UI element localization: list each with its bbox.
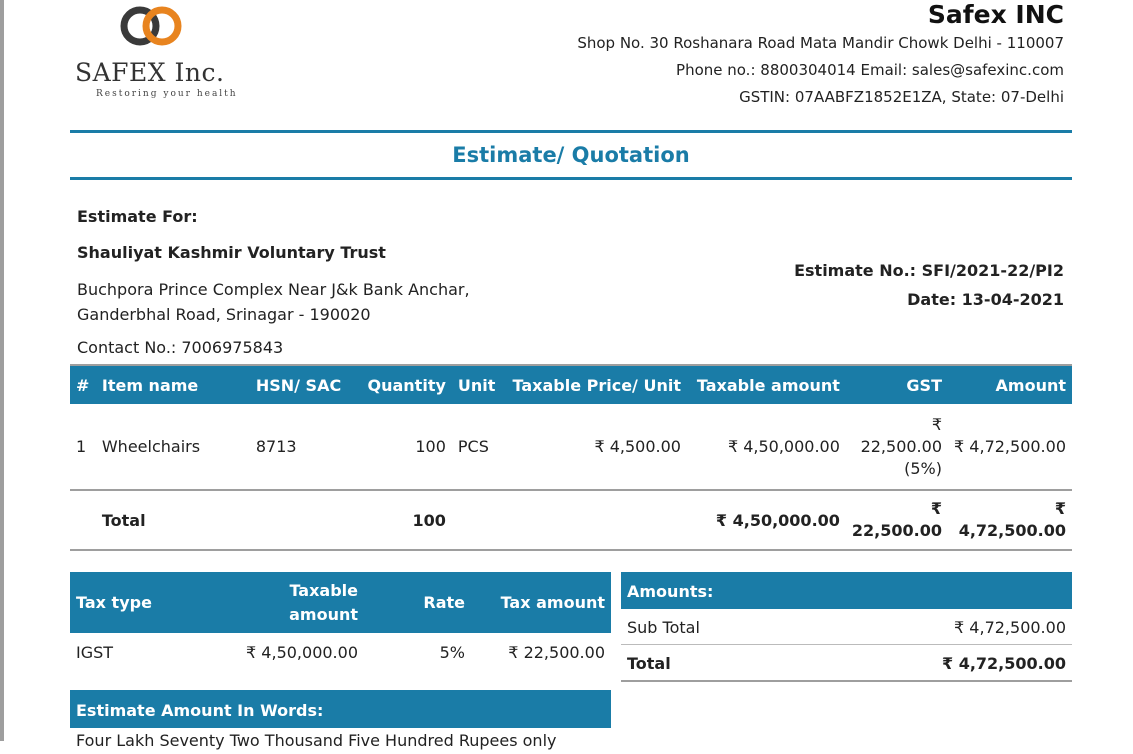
col-tax-type: Tax type	[70, 572, 220, 633]
row-quantity: 100	[352, 404, 452, 490]
col-tax-taxable-line1: Taxable	[289, 580, 358, 600]
col-index: #	[70, 365, 96, 404]
logo-tagline: Restoring your health	[96, 89, 238, 99]
total-amount-value: 4,72,500.00	[958, 521, 1066, 540]
subtotal-value: ₹ 4,72,500.00	[954, 618, 1066, 637]
col-amount: Amount	[948, 365, 1072, 404]
tax-row-type: IGST	[76, 642, 114, 662]
grand-total-line	[621, 645, 1072, 682]
total-gst-symbol: ₹	[930, 499, 942, 518]
col-tax-taxable-line2: amount	[289, 604, 358, 624]
amount-in-words-text: Four Lakh Seventy Two Thousand Five Hundred Rupees only	[76, 731, 557, 750]
grand-total-value: ₹ 4,72,500.00	[942, 654, 1066, 673]
total-taxable: ₹ 4,50,000.00	[687, 490, 846, 550]
tax-row-taxable: ₹ 4,50,000.00	[246, 642, 358, 662]
col-gst: GST	[846, 365, 948, 404]
grand-total-label: Total	[627, 654, 671, 673]
page-edge	[0, 0, 4, 741]
company-logo	[75, 2, 238, 107]
items-header-row	[70, 365, 1072, 404]
total-quantity: 100	[352, 490, 452, 550]
rings-icon	[120, 2, 190, 52]
subtotal-line	[621, 609, 1072, 645]
logo-name: SAFEX Inc.	[75, 58, 225, 87]
amount-in-words-header: Estimate Amount In Words:	[70, 690, 611, 728]
col-taxable: Taxable amount	[687, 365, 846, 404]
amount-in-words	[70, 690, 611, 754]
col-unit: Unit	[452, 365, 507, 404]
tax-table	[70, 572, 611, 671]
row-gst	[846, 404, 948, 490]
bill-to	[77, 206, 470, 359]
title-rule-top	[70, 130, 1072, 133]
table-row	[70, 633, 611, 671]
bill-to-label: Estimate For:	[77, 207, 198, 226]
tax-header-row	[70, 572, 611, 633]
customer-name: Shauliyat Kashmir Voluntary Trust	[77, 243, 386, 262]
items-table	[70, 364, 1072, 551]
customer-address-line1: Buchpora Prince Complex Near J&k Bank Anchar,	[77, 280, 470, 299]
row-price: ₹ 4,500.00	[506, 404, 687, 490]
company-name: Safex INC	[927, 0, 1064, 29]
company-contact: Phone no.: 8800304014 Email: sales@safexinc.com	[676, 61, 1064, 79]
total-gst	[846, 490, 948, 550]
total-label: Total	[96, 490, 250, 550]
title-rule-bottom	[70, 177, 1072, 180]
tax-row-amount: ₹ 22,500.00	[508, 642, 605, 662]
total-amount	[948, 490, 1072, 550]
row-gst-rate: (5%)	[904, 458, 942, 478]
row-gst-value: 22,500.00	[860, 436, 942, 456]
table-row	[70, 404, 1072, 490]
estimate-meta	[794, 256, 1064, 314]
col-tax-amount: Tax amount	[471, 572, 611, 633]
amounts-header: Amounts:	[621, 572, 1072, 609]
row-amount: ₹ 4,72,500.00	[948, 404, 1072, 490]
row-gst-symbol: ₹	[931, 414, 942, 434]
subtotal-label: Sub Total	[627, 618, 700, 637]
company-gst: GSTIN: 07AABFZ1852E1ZA, State: 07-Delhi	[739, 88, 1064, 106]
items-total-row	[70, 490, 1072, 550]
col-tax-taxable	[220, 572, 364, 633]
col-quantity: Quantity	[352, 365, 452, 404]
customer-contact: Contact No.: 7006975843	[77, 338, 284, 357]
total-amount-symbol: ₹	[1054, 499, 1066, 518]
row-taxable: ₹ 4,50,000.00	[687, 404, 846, 490]
amounts-panel	[621, 572, 1072, 682]
row-index: 1	[70, 404, 96, 490]
tax-row-rate: 5%	[439, 642, 465, 662]
document-title: Estimate/ Quotation	[452, 143, 690, 167]
row-unit: PCS	[452, 404, 507, 490]
company-address: Shop No. 30 Roshanara Road Mata Mandir Chowk Delhi - 110007	[577, 34, 1064, 52]
col-tax-rate: Rate	[364, 572, 471, 633]
col-item-name: Item name	[96, 365, 250, 404]
row-item-name: Wheelchairs	[96, 404, 250, 490]
estimate-number: Estimate No.: SFI/2021-22/PI2	[794, 261, 1064, 280]
col-hsn: HSN/ SAC	[250, 365, 352, 404]
estimate-date: Date: 13-04-2021	[907, 290, 1064, 309]
col-price: Taxable Price/ Unit	[506, 365, 687, 404]
row-hsn: 8713	[250, 404, 352, 490]
total-gst-value: 22,500.00	[851, 521, 942, 540]
company-details	[577, 0, 1064, 111]
customer-address-line2: Ganderbhal Road, Srinagar - 190020	[77, 305, 371, 324]
